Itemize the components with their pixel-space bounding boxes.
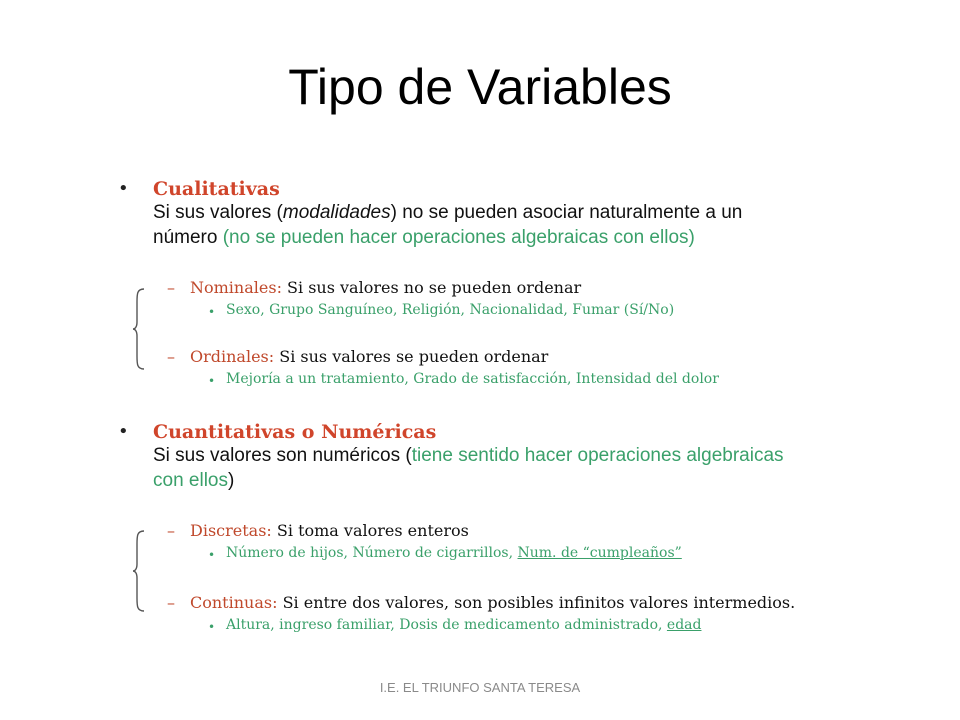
brace-icon <box>132 288 146 370</box>
heading-cualitativas: Cualitativas <box>153 178 280 200</box>
slide-footer: I.E. EL TRIUNFO SANTA TERESA <box>379 680 581 695</box>
discretas-line: Discretas: Si toma valores enteros <box>190 521 469 540</box>
brace-icon <box>132 530 146 612</box>
discretas-example: Número de hijos, Número de cigarrillos, Num. de “cumpleaños” <box>226 545 682 561</box>
ordinales-line: Ordinales: Si sus valores se pueden ordenar <box>190 347 549 366</box>
slide-title: Tipo de Variables <box>288 59 672 115</box>
cualitativas-description-line1: Si sus valores (modalidades) no se pueden asociar naturalmente a un <box>153 202 743 223</box>
bullet-marker: • <box>118 421 129 442</box>
dash-marker: – <box>167 278 175 297</box>
nominales-line: Nominales: Si sus valores no se pueden ordenar <box>190 278 582 297</box>
dash-marker: – <box>167 347 175 366</box>
continuas-line: Continuas: Si entre dos valores, son posibles infinitos valores intermedios. <box>190 593 796 612</box>
heading-cuantitativas: Cuantitativas o Numéricas <box>153 421 437 443</box>
bullet-marker: • <box>208 374 216 388</box>
bullet-marker: • <box>118 178 129 199</box>
continuas-example: Altura, ingreso familiar, Dosis de medicamento administrado, edad <box>226 617 702 633</box>
cuantitativas-description-line1: Si sus valores son numéricos (tiene sentido hacer operaciones algebraicas <box>153 445 784 466</box>
bullet-marker: • <box>208 620 216 634</box>
dash-marker: – <box>167 521 175 540</box>
cuantitativas-description-line2: con ellos) <box>153 470 235 491</box>
dash-marker: – <box>167 593 175 612</box>
nominales-example: Sexo, Grupo Sanguíneo, Religión, Nacionalidad, Fumar (Sí/No) <box>226 302 675 318</box>
ordinales-example: Mejoría a un tratamiento, Grado de satisfacción, Intensidad del dolor <box>226 371 719 387</box>
bullet-marker: • <box>208 305 216 319</box>
cualitativas-description-line2: número (no se pueden hacer operaciones algebraicas con ellos) <box>153 227 695 248</box>
bullet-marker: • <box>208 548 216 562</box>
